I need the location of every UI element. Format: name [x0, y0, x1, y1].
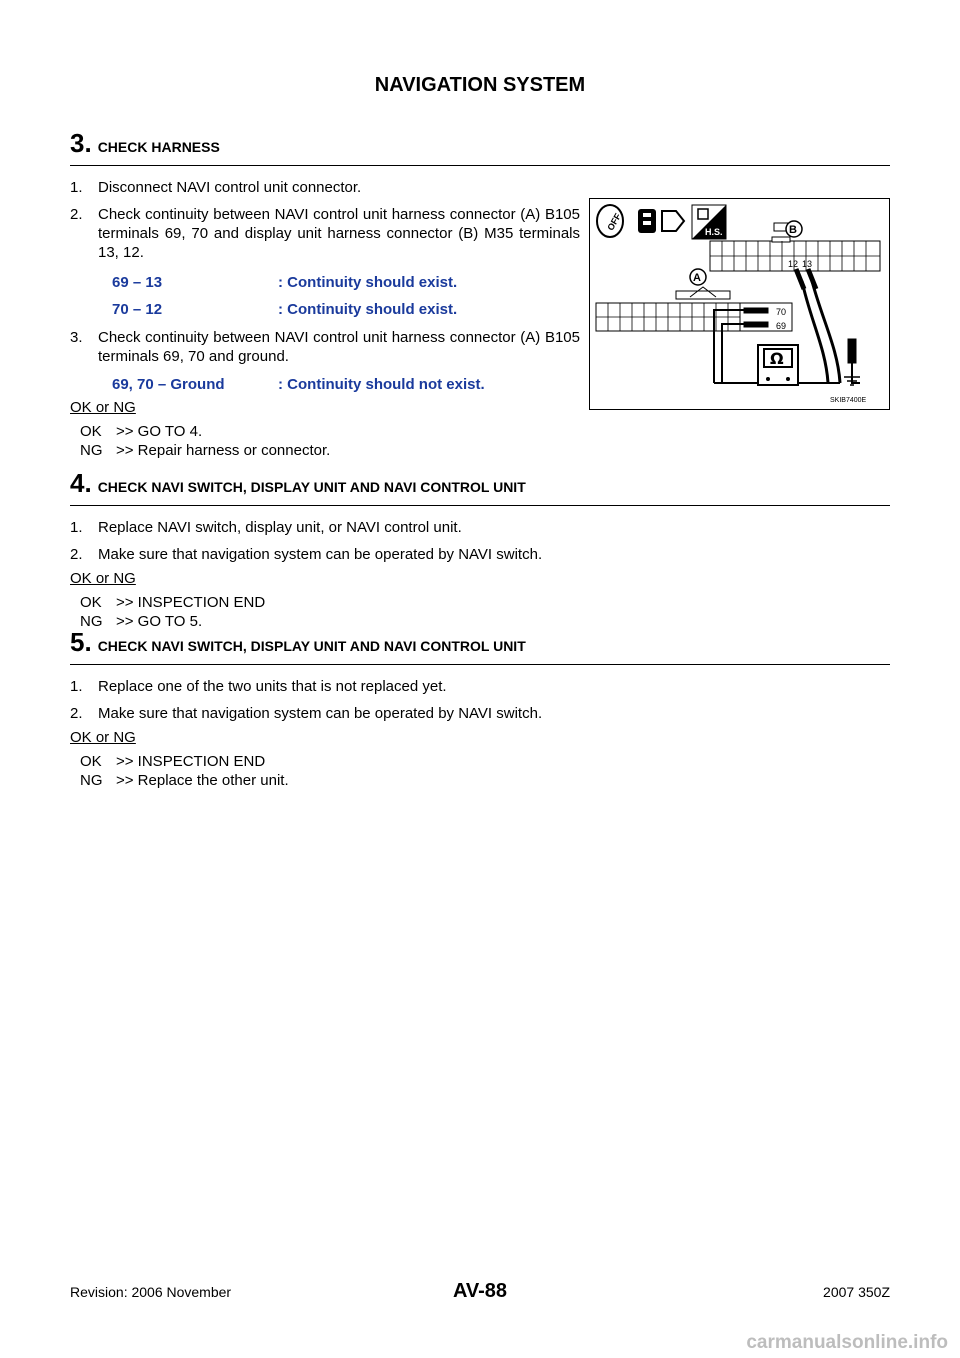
step-3: 3. Check continuity between NAVI control unit harness connector (A) B105 terminals 69, 70 and ground. — [70, 329, 580, 365]
section-title: CHECK NAVI SWITCH, DISPLAY UNIT AND NAVI CONTROL UNIT — [97, 479, 526, 495]
section-title: CHECK NAVI SWITCH, DISPLAY UNIT AND NAVI CONTROL UNIT — [97, 638, 526, 654]
section-header — [70, 468, 890, 506]
connector-diagram-svg — [590, 199, 889, 409]
result-ng: NG >> Repair harness or connector. — [80, 442, 331, 459]
ohmmeter — [758, 345, 798, 385]
result-ng: NG >> Replace the other unit. — [80, 772, 289, 789]
step-2: 2. Make sure that navigation system can be operated by NAVI switch. — [70, 705, 543, 722]
model-label: 2007 350Z — [823, 1284, 890, 1300]
harness-side-icon — [692, 205, 726, 239]
ignition-off-icon — [597, 205, 623, 237]
terminal-13-label: 13 — [802, 259, 813, 269]
watermark: carmanualsonline.info — [746, 1332, 948, 1353]
section-number: 3. — [70, 128, 92, 158]
figure-code: SKIB7400E — [830, 397, 867, 404]
section-number: 5. — [70, 627, 92, 657]
hs-label: H.S. — [705, 227, 723, 237]
result-ng: NG >> GO TO 5. — [80, 613, 203, 630]
section-number: 4. — [70, 468, 92, 498]
connector-diagram — [589, 198, 890, 410]
step-1: 1. Replace NAVI switch, display unit, or NAVI control unit. — [70, 519, 462, 536]
ohm-symbol: Ω — [770, 349, 784, 368]
connector-b — [710, 221, 880, 271]
step-1: 1. Disconnect NAVI control unit connector. — [70, 179, 362, 196]
step-2: 2. Make sure that navigation system can be operated by NAVI switch. — [70, 546, 543, 563]
step-1: 1. Replace one of the two units that is not replaced yet. — [70, 678, 447, 695]
ground-icon — [844, 363, 860, 385]
result-ok: OK >> INSPECTION END — [80, 753, 266, 770]
section-header — [70, 627, 890, 665]
off-label: OFF — [605, 211, 623, 233]
continuity-spec-2: 70 – 12 : Continuity should exist. — [112, 301, 458, 318]
section-check-navi-switch-1 — [70, 468, 890, 631]
continuity-spec-3: 69, 70 – Ground : Continuity should not exist. — [112, 376, 485, 393]
ok-or-ng-label: OK or NG — [70, 570, 136, 587]
revision-label: Revision: 2006 November — [70, 1284, 232, 1300]
result-ok: OK >> GO TO 4. — [80, 423, 203, 440]
section-title: CHECK HARNESS — [97, 139, 220, 155]
section-check-navi-switch-2 — [70, 627, 890, 790]
section-header — [70, 128, 890, 166]
connector-b-label: B — [789, 224, 797, 236]
disconnect-icon — [638, 209, 684, 233]
page-number: AV-88 — [452, 1280, 508, 1302]
continuity-spec-1: 69 – 13 : Continuity should exist. — [112, 274, 458, 291]
terminal-70-label: 70 — [776, 307, 787, 317]
connector-a-label: A — [693, 272, 701, 284]
terminal-69-label: 69 — [776, 321, 787, 331]
result-ok: OK >> INSPECTION END — [80, 594, 266, 611]
ok-or-ng-label: OK or NG — [70, 399, 136, 416]
page-title: NAVIGATION SYSTEM — [374, 74, 586, 96]
ok-or-ng-label: OK or NG — [70, 729, 136, 746]
step-2: 2. Check continuity between NAVI control unit harness connector (A) B105 terminals 69, 70 and display unit harness connector (B) M35 terminals 13, 12. — [70, 206, 580, 261]
terminal-12-label: 12 — [788, 259, 799, 269]
